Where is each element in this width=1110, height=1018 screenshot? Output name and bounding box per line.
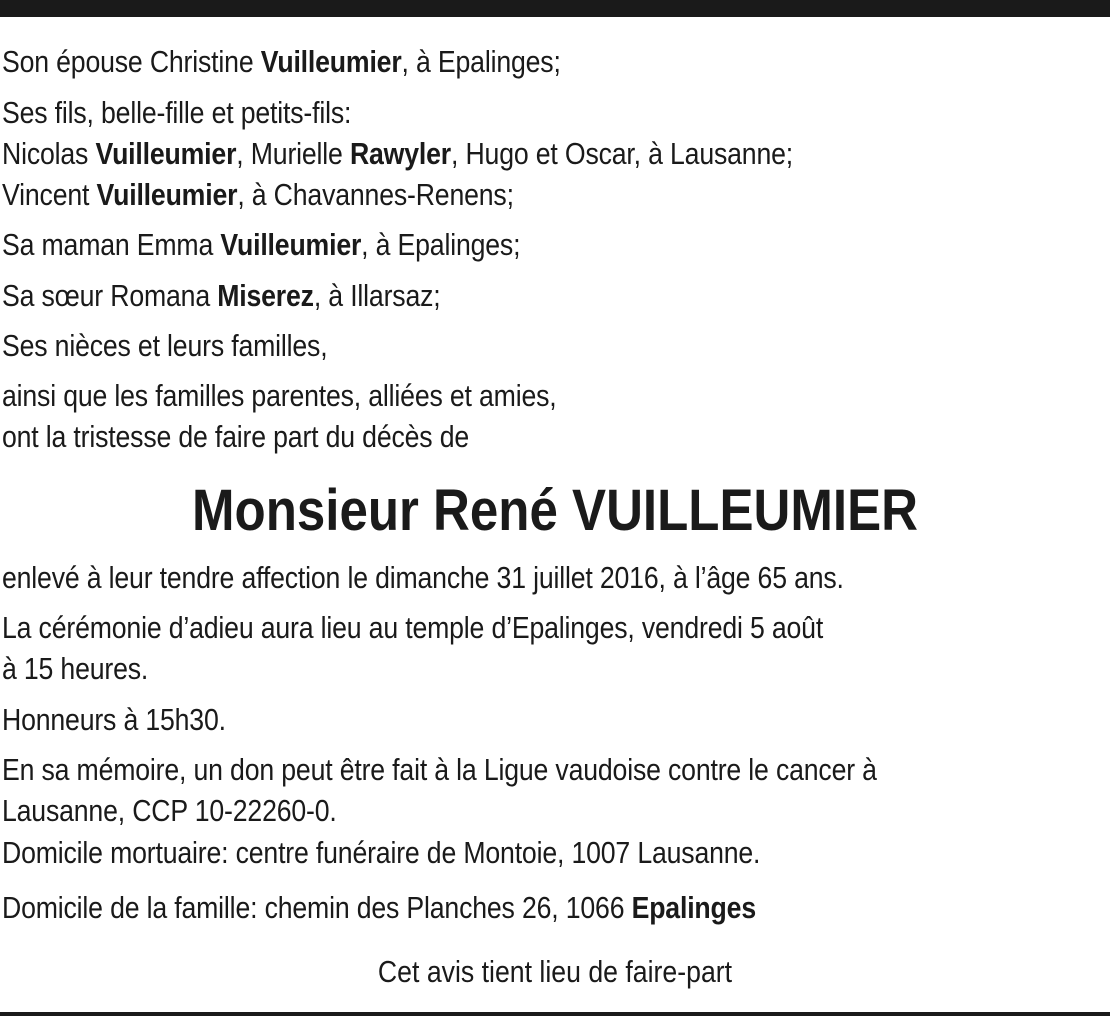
ceremony-line-2: à 15 heures. xyxy=(2,651,149,686)
ceremony-line-1: La cérémonie d’adieu aura lieu au temple d’Epalinges, vendredi 5 août xyxy=(2,610,824,645)
family-home-line: Domicile de la famille: chemin des Planches 26, 1066 Epalinges xyxy=(2,890,756,925)
deceased-name: Monsieur René VUILLEUMIER xyxy=(192,478,918,543)
footer-note: Cet avis tient lieu de faire-part xyxy=(377,954,733,989)
donation-line-1: En sa mémoire, un don peut être fait à la Ligue vaudoise contre le cancer à xyxy=(2,752,877,787)
place: Epalinges xyxy=(631,890,756,925)
surname: Vuilleumier xyxy=(220,227,362,262)
donation-line-2: Lausanne, CCP 10-22260-0. xyxy=(2,793,337,828)
wife-line: Son épouse Christine Vuilleumier, à Epalinges; xyxy=(2,44,561,79)
surname: Vuilleumier xyxy=(95,136,237,171)
sons-heading: Ses fils, belle-fille et petits-fils: xyxy=(2,95,352,130)
surname: Vuilleumier xyxy=(96,177,238,212)
bottom-rule xyxy=(0,1012,1110,1016)
son1-line: Nicolas Vuilleumier, Murielle Rawyler, Hugo et Oscar, à Lausanne; xyxy=(2,136,793,171)
announce-line: ont la tristesse de faire part du décès de xyxy=(2,419,470,454)
mother-line: Sa maman Emma Vuilleumier, à Epalinges; xyxy=(2,227,521,262)
surname: Miserez xyxy=(217,278,314,313)
son2-line: Vincent Vuilleumier, à Chavannes-Renens; xyxy=(2,177,514,212)
surname: Vuilleumier xyxy=(260,44,402,79)
top-rule xyxy=(0,0,1110,17)
mortuary-line: Domicile mortuaire: centre funéraire de Montoie, 1007 Lausanne. xyxy=(2,835,761,870)
nieces-line: Ses nièces et leurs familles, xyxy=(2,328,328,363)
sister-line: Sa sœur Romana Miserez, à Illarsaz; xyxy=(2,278,441,313)
death-line: enlevé à leur tendre affection le dimanche 31 juillet 2016, à l’âge 65 ans. xyxy=(2,560,844,595)
surname: Rawyler xyxy=(349,136,452,171)
relatives-line: ainsi que les familles parentes, alliées et amies, xyxy=(2,378,557,413)
honours-line: Honneurs à 15h30. xyxy=(2,702,226,737)
